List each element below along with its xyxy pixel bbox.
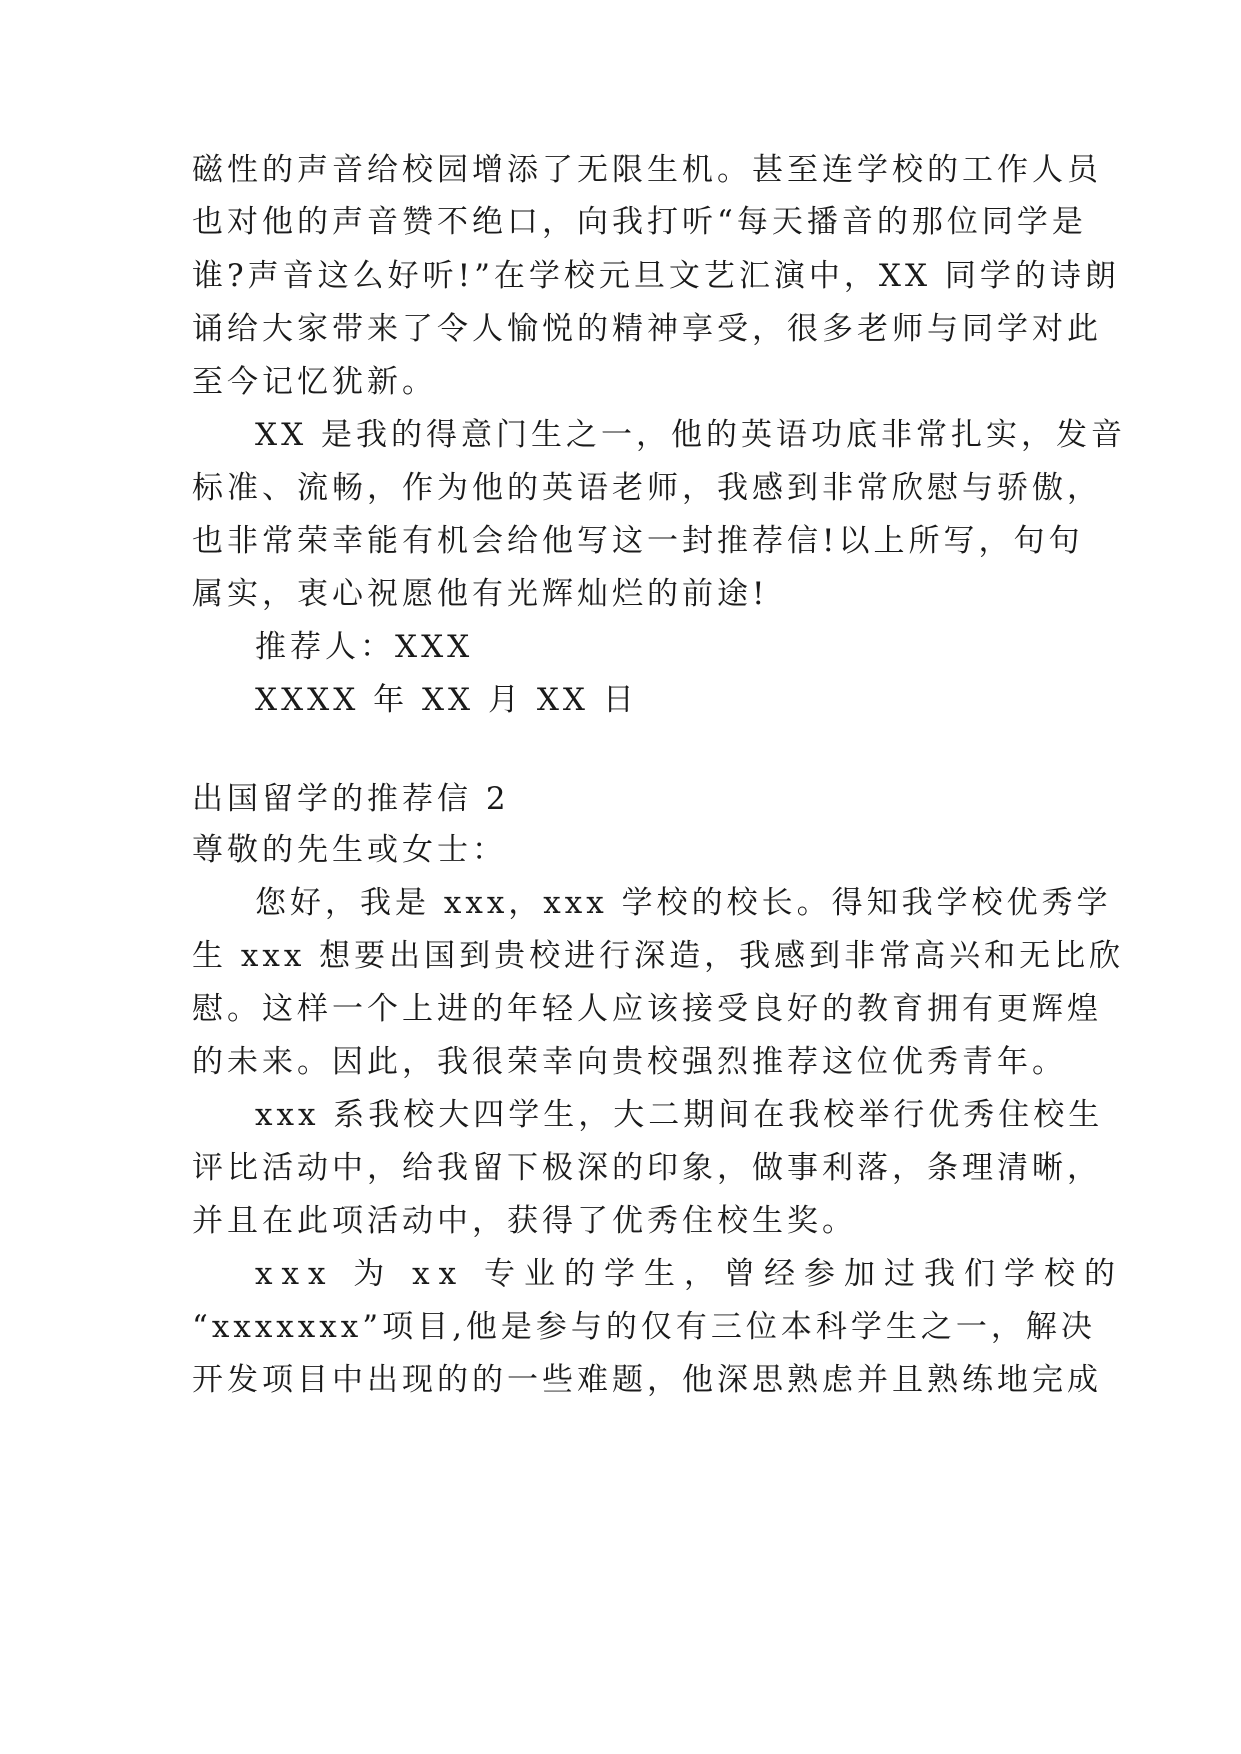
paragraph-line: 慰。这样一个上进的年轻人应该接受良好的教育拥有更辉煌 — [192, 991, 1102, 1027]
section-title: 出国留学的推荐信 2 — [192, 781, 510, 817]
paragraph-line: 属实，衷心祝愿他有光辉灿烂的前途! — [192, 576, 769, 612]
salutation: 尊敬的先生或女士： — [192, 832, 507, 868]
paragraph-line: 生 xxx 想要出国到贵校进行深造，我感到非常高兴和无比欣 — [192, 938, 1125, 974]
paragraph-line: 谁?声音这么好听!”在学校元旦文艺汇演中，XX 同学的诗朗 — [192, 258, 1120, 294]
paragraph-line: 开发项目中出现的的一些难题，他深思熟虑并且熟练地完成 — [192, 1362, 1102, 1398]
paragraph-line: xxx 为 xx 专业的学生，曾经参加过我们学校的 — [255, 1256, 1124, 1292]
paragraph-line: 磁性的声音给校园增添了无限生机。甚至连学校的工作人员 — [192, 152, 1102, 188]
recommender-signature: 推荐人：XXX — [255, 629, 474, 665]
paragraph-line: 评比活动中，给我留下极深的印象，做事利落，条理清晰， — [192, 1150, 1102, 1186]
paragraph-line: xxx 系我校大四学生，大二期间在我校举行优秀住校生 — [255, 1097, 1104, 1133]
paragraph-line: 您好，我是 xxx，xxx 学校的校长。得知我学校优秀学 — [255, 885, 1112, 921]
paragraph-line: “xxxxxxx”项目,他是参与的仅有三位本科学生之一，解决 — [192, 1309, 1096, 1345]
paragraph-line: XX 是我的得意门生之一，他的英语功底非常扎实，发音 — [255, 417, 1126, 453]
paragraph-line: 也对他的声音赞不绝口，向我打听“每天播音的那位同学是 — [192, 204, 1087, 240]
paragraph-line: 标准、流畅，作为他的英语老师，我感到非常欣慰与骄傲， — [192, 470, 1102, 506]
paragraph-line: 诵给大家带来了令人愉悦的精神享受，很多老师与同学对此 — [192, 311, 1102, 347]
paragraph-line: 的未来。因此，我很荣幸向贵校强烈推荐这位优秀青年。 — [192, 1044, 1067, 1080]
paragraph-line: 也非常荣幸能有机会给他写这一封推荐信!以上所写，句句 — [192, 523, 1084, 559]
paragraph-line: 至今记忆犹新。 — [192, 364, 437, 400]
letter-date: XXXX 年 XX 月 XX 日 — [255, 682, 638, 718]
paragraph-line: 并且在此项活动中，获得了优秀住校生奖。 — [192, 1203, 857, 1239]
